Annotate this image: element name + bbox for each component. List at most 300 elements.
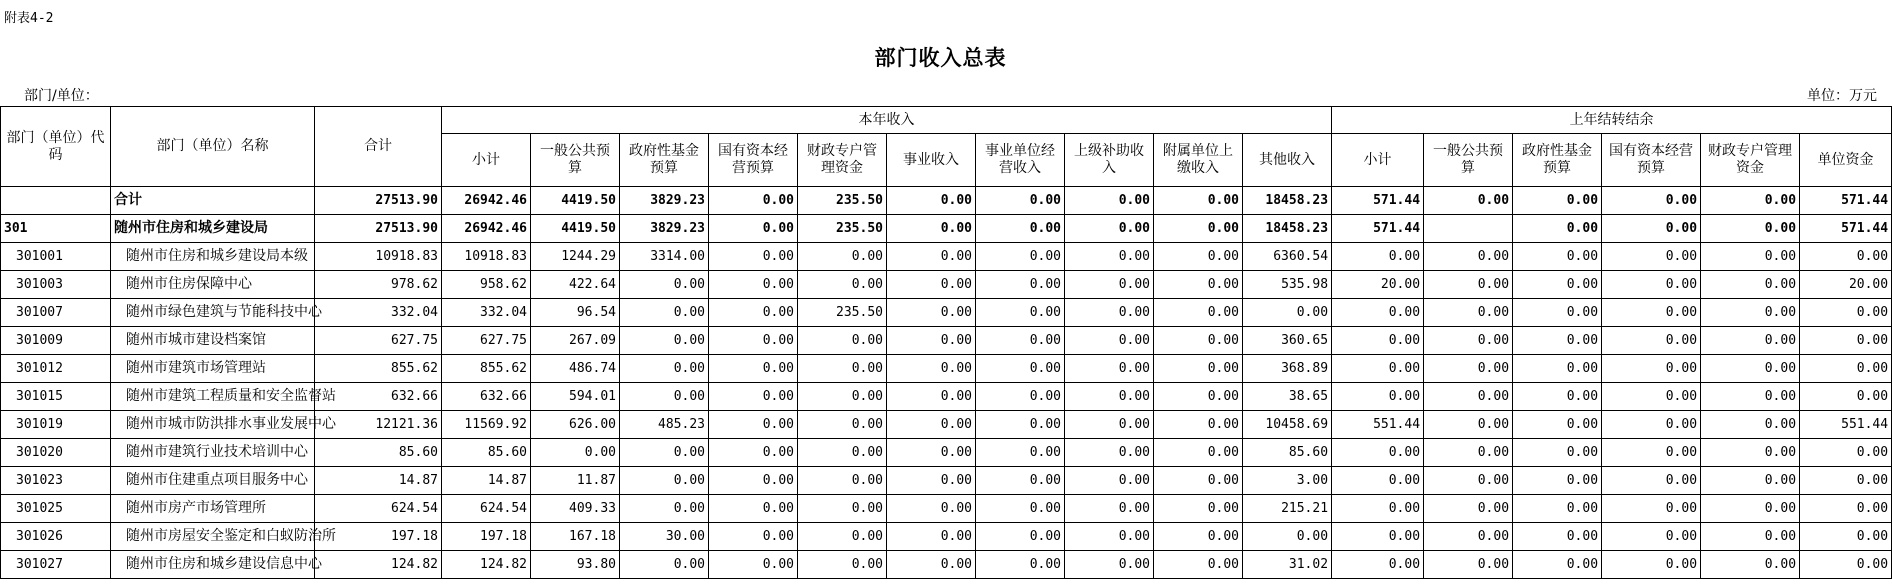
cell-code: 301001 [1,243,111,271]
cell-code: 301027 [1,551,111,579]
cell-value: 0.00 [1332,383,1424,411]
cell-value: 0.00 [1513,467,1602,495]
cell-code: 301 [1,215,111,243]
cell-value: 0.00 [531,439,620,467]
cell-value: 624.54 [442,495,531,523]
cell-value: 0.00 [1800,495,1892,523]
cell-value: 0.00 [1065,355,1154,383]
cell-value: 20.00 [1800,271,1892,299]
appendix-label: 附表4-2 [4,11,54,26]
cell-value: 0.00 [1602,495,1701,523]
cell-value: 0.00 [1513,439,1602,467]
cell-value: 0.00 [1800,355,1892,383]
cell-value: 0.00 [1065,187,1154,215]
cell-value: 0.00 [1065,495,1154,523]
cell-value: 0.00 [798,271,887,299]
col-header-name: 部门（单位）名称 [111,107,315,187]
cell-value: 27513.90 [315,187,442,215]
cell-value: 85.60 [315,439,442,467]
cell-value: 0.00 [1513,523,1602,551]
cell-value: 0.00 [1332,495,1424,523]
cell-value: 627.75 [442,327,531,355]
table-body [1,187,1892,579]
cell-value: 0.00 [798,355,887,383]
cell-value: 10918.83 [315,243,442,271]
cell-value: 0.00 [798,551,887,579]
cell-code: 301015 [1,383,111,411]
cell-value: 0.00 [1424,439,1513,467]
cell-value: 0.00 [1800,467,1892,495]
cell-value: 0.00 [1332,523,1424,551]
cell-value: 0.00 [1424,271,1513,299]
cell-value: 0.00 [709,467,798,495]
cell-value: 0.00 [887,523,976,551]
cell-value: 10918.83 [442,243,531,271]
cell-name: 随州市住房和城乡建设局本级 [111,243,315,271]
cell-value: 0.00 [1701,439,1800,467]
col-header-current-state-capital: 国有资本经营预算 [709,134,798,187]
cell-value: 422.64 [531,271,620,299]
cell-value: 0.00 [976,187,1065,215]
cell-value: 0.00 [1602,327,1701,355]
cell-value: 4419.50 [531,215,620,243]
cell-code: 301026 [1,523,111,551]
col-header-prior-state-capital: 国有资本经营预算 [1602,134,1701,187]
cell-value: 0.00 [620,495,709,523]
cell-value: 0.00 [887,551,976,579]
cell-value: 6360.54 [1243,243,1332,271]
cell-value: 3.00 [1243,467,1332,495]
cell-value: 0.00 [798,467,887,495]
cell-value: 0.00 [1424,495,1513,523]
cell-value: 0.00 [1513,495,1602,523]
col-header-current-subtotal: 小计 [442,134,531,187]
cell-value: 0.00 [1332,327,1424,355]
cell-value: 0.00 [1243,523,1332,551]
cell-value: 626.00 [531,411,620,439]
cell-value: 571.44 [1332,215,1424,243]
cell-value: 3314.00 [620,243,709,271]
cell-value: 11569.92 [442,411,531,439]
cell-value: 0.00 [620,551,709,579]
col-header-prior-special-account: 财政专户管理资金 [1701,134,1800,187]
table-row [1,299,1892,327]
cell-value: 0.00 [1154,467,1243,495]
cell-value: 0.00 [976,411,1065,439]
cell-value: 0.00 [1332,439,1424,467]
cell-value: 0.00 [1154,495,1243,523]
cell-value: 0.00 [1065,299,1154,327]
cell-value: 0.00 [1154,383,1243,411]
cell-value: 0.00 [1602,523,1701,551]
cell-value: 27513.90 [315,215,442,243]
cell-name: 随州市住房和城乡建设信息中心 [111,551,315,579]
cell-value: 0.00 [1701,243,1800,271]
cell-value: 594.01 [531,383,620,411]
cell-value: 0.00 [1424,411,1513,439]
cell-value: 0.00 [1701,327,1800,355]
cell-value: 0.00 [1154,439,1243,467]
cell-code: 301003 [1,271,111,299]
cell-value: 0.00 [1602,411,1701,439]
cell-value: 0.00 [1800,439,1892,467]
cell-value: 0.00 [887,383,976,411]
cell-value: 197.18 [442,523,531,551]
cell-value: 235.50 [798,299,887,327]
cell-value: 0.00 [1154,187,1243,215]
table-row [1,439,1892,467]
cell-value: 0.00 [620,439,709,467]
cell-value: 632.66 [315,383,442,411]
table-row [1,383,1892,411]
cell-value: 0.00 [1424,355,1513,383]
income-summary-table [0,106,1892,579]
cell-value: 0.00 [709,551,798,579]
cell-value: 0.00 [1065,215,1154,243]
cell-value: 0.00 [976,215,1065,243]
cell-value: 0.00 [976,551,1065,579]
table-row [1,327,1892,355]
cell-value: 26942.46 [442,187,531,215]
col-header-current-general-budget: 一般公共预算 [531,134,620,187]
cell-name: 随州市住建重点项目服务中心 [111,467,315,495]
cell-value: 0.00 [1602,467,1701,495]
cell-value: 332.04 [315,299,442,327]
cell-value: 978.62 [315,271,442,299]
cell-value: 0.00 [1424,383,1513,411]
cell-value: 0.00 [1424,327,1513,355]
cell-value: 0.00 [1332,243,1424,271]
table-row [1,215,1892,243]
cell-value: 535.98 [1243,271,1332,299]
cell-value: 0.00 [1154,271,1243,299]
cell-name: 随州市住房和城乡建设局 [111,215,315,243]
cell-value: 0.00 [620,271,709,299]
cell-value: 0.00 [1513,243,1602,271]
cell-code [1,187,111,215]
col-header-prior-subtotal: 小计 [1332,134,1424,187]
cell-value: 0.00 [1332,299,1424,327]
cell-name: 随州市住房保障中心 [111,271,315,299]
cell-code: 301025 [1,495,111,523]
cell-value: 0.00 [1243,299,1332,327]
cell-value: 0.00 [1800,383,1892,411]
cell-value: 409.33 [531,495,620,523]
cell-value: 0.00 [1602,439,1701,467]
cell-value: 0.00 [1065,327,1154,355]
unit-label: 单位：万元 [1807,88,1877,104]
cell-value: 368.89 [1243,355,1332,383]
cell-value: 0.00 [1602,271,1701,299]
cell-value: 0.00 [1800,327,1892,355]
cell-value: 0.00 [1154,243,1243,271]
cell-value: 0.00 [887,411,976,439]
cell-value: 332.04 [442,299,531,327]
cell-value: 0.00 [976,299,1065,327]
cell-value: 0.00 [1154,551,1243,579]
cell-value: 3829.23 [620,215,709,243]
cell-value: 267.09 [531,327,620,355]
cell-value: 0.00 [1513,551,1602,579]
cell-value: 0.00 [887,187,976,215]
cell-value: 10458.69 [1243,411,1332,439]
cell-value: 0.00 [1513,299,1602,327]
cell-value: 0.00 [1701,411,1800,439]
cell-value: 571.44 [1800,187,1892,215]
cell-value: 0.00 [1800,523,1892,551]
cell-value: 0.00 [1154,523,1243,551]
cell-value: 0.00 [620,383,709,411]
cell-value: 26942.46 [442,215,531,243]
cell-value: 0.00 [709,187,798,215]
col-header-total: 合计 [315,107,442,187]
cell-value: 0.00 [798,243,887,271]
cell-value: 0.00 [1065,551,1154,579]
cell-value: 0.00 [1154,215,1243,243]
cell-value: 0.00 [798,439,887,467]
col-header-prior-gov-fund: 政府性基金预算 [1513,134,1602,187]
cell-value: 235.50 [798,215,887,243]
cell-name: 随州市房屋安全鉴定和白蚁防治所 [111,523,315,551]
cell-value: 0.00 [1701,215,1800,243]
cell-value: 93.80 [531,551,620,579]
cell-value: 0.00 [976,495,1065,523]
cell-value: 11.87 [531,467,620,495]
cell-value: 4419.50 [531,187,620,215]
cell-value: 0.00 [1424,467,1513,495]
cell-value: 360.65 [1243,327,1332,355]
col-header-current-superior-subsidy: 上级补助收入 [1065,134,1154,187]
cell-code: 301020 [1,439,111,467]
cell-name: 随州市建筑市场管理站 [111,355,315,383]
col-header-prior-unit-funds: 单位资金 [1800,134,1892,187]
cell-value: 0.00 [620,327,709,355]
cell-value: 0.00 [1424,299,1513,327]
cell-value: 0.00 [887,467,976,495]
cell-value: 0.00 [1513,187,1602,215]
cell-value: 624.54 [315,495,442,523]
cell-value: 0.00 [1065,383,1154,411]
cell-value: 85.60 [1243,439,1332,467]
cell-value: 0.00 [1154,355,1243,383]
cell-value: 235.50 [798,187,887,215]
col-header-current-affiliate-remit: 附属单位上缴收入 [1154,134,1243,187]
cell-value: 958.62 [442,271,531,299]
cell-value: 0.00 [1800,551,1892,579]
col-group-current-year-income: 本年收入 [442,107,1332,134]
cell-name: 随州市房产市场管理所 [111,495,315,523]
cell-value: 0.00 [1602,299,1701,327]
cell-value: 0.00 [709,411,798,439]
col-header-current-business-income: 事业收入 [887,134,976,187]
cell-value: 18458.23 [1243,215,1332,243]
cell-value: 0.00 [1332,551,1424,579]
cell-value: 0.00 [1065,439,1154,467]
cell-value: 0.00 [709,495,798,523]
cell-value: 0.00 [887,355,976,383]
cell-value: 0.00 [887,243,976,271]
cell-value: 0.00 [709,383,798,411]
cell-value: 627.75 [315,327,442,355]
cell-value: 0.00 [1065,243,1154,271]
table-row [1,411,1892,439]
cell-value: 0.00 [887,215,976,243]
cell-value: 0.00 [1424,551,1513,579]
cell-value: 0.00 [1065,271,1154,299]
cell-value: 197.18 [315,523,442,551]
cell-value: 0.00 [1800,243,1892,271]
cell-value: 0.00 [1602,551,1701,579]
cell-value: 0.00 [1513,411,1602,439]
cell-value: 0.00 [976,523,1065,551]
cell-value: 215.21 [1243,495,1332,523]
cell-value: 0.00 [709,243,798,271]
col-header-code: 部门（单位）代码 [1,107,111,187]
cell-value: 0.00 [798,495,887,523]
cell-value: 0.00 [709,439,798,467]
cell-value: 0.00 [1701,551,1800,579]
cell-code: 301023 [1,467,111,495]
cell-value: 0.00 [709,299,798,327]
table-row [1,495,1892,523]
department-label: 部门/单位： [24,88,99,104]
cell-value: 0.00 [1424,523,1513,551]
cell-value: 0.00 [1154,411,1243,439]
cell-value: 0.00 [887,271,976,299]
cell-value: 14.87 [442,467,531,495]
cell-value: 0.00 [887,299,976,327]
cell-value: 0.00 [798,411,887,439]
cell-value: 0.00 [1602,243,1701,271]
cell-value: 0.00 [1154,327,1243,355]
cell-value: 571.44 [1332,187,1424,215]
cell-value: 0.00 [1513,271,1602,299]
cell-value: 486.74 [531,355,620,383]
cell-value: 0.00 [976,271,1065,299]
cell-value: 0.00 [1332,355,1424,383]
col-header-current-gov-fund: 政府性基金预算 [620,134,709,187]
cell-name: 随州市建筑行业技术培训中心 [111,439,315,467]
cell-value: 0.00 [976,467,1065,495]
cell-value: 0.00 [1065,411,1154,439]
cell-value: 0.00 [620,299,709,327]
cell-value: 0.00 [798,327,887,355]
cell-value: 85.60 [442,439,531,467]
cell-value: 0.00 [887,495,976,523]
cell-value: 0.00 [709,271,798,299]
cell-code: 301012 [1,355,111,383]
table-row [1,355,1892,383]
cell-code: 301019 [1,411,111,439]
col-header-current-operating-income: 事业单位经营收入 [976,134,1065,187]
cell-value: 18458.23 [1243,187,1332,215]
cell-value: 0.00 [620,355,709,383]
cell-value: 30.00 [620,523,709,551]
cell-value: 551.44 [1332,411,1424,439]
cell-value: 0.00 [798,523,887,551]
cell-value: 0.00 [1513,327,1602,355]
cell-code: 301007 [1,299,111,327]
cell-value: 0.00 [1701,495,1800,523]
cell-value: 0.00 [1065,467,1154,495]
cell-value: 0.00 [1602,355,1701,383]
cell-value: 0.00 [976,327,1065,355]
cell-value: 571.44 [1800,215,1892,243]
cell-value: 0.00 [976,383,1065,411]
cell-value: 0.00 [1701,523,1800,551]
cell-value: 0.00 [1154,299,1243,327]
cell-value: 0.00 [1701,271,1800,299]
table-row [1,243,1892,271]
cell-value: 0.00 [1602,215,1701,243]
cell-value: 0.00 [709,355,798,383]
cell-value: 14.87 [315,467,442,495]
page-title: 部门收入总表 [874,46,1007,70]
table-row [1,271,1892,299]
table-row [1,467,1892,495]
cell-value: 12121.36 [315,411,442,439]
col-header-prior-general-budget: 一般公共预算 [1424,134,1513,187]
cell-value: 0.00 [1800,299,1892,327]
cell-value: 0.00 [709,523,798,551]
cell-value: 124.82 [442,551,531,579]
cell-code: 301009 [1,327,111,355]
cell-name: 随州市绿色建筑与节能科技中心 [111,299,315,327]
cell-value: 96.54 [531,299,620,327]
cell-value: 0.00 [1513,355,1602,383]
cell-value: 0.00 [1602,187,1701,215]
cell-value: 3829.23 [620,187,709,215]
cell-name: 合计 [111,187,315,215]
cell-name: 随州市建筑工程质量和安全监督站 [111,383,315,411]
cell-value: 632.66 [442,383,531,411]
cell-value: 0.00 [887,439,976,467]
cell-value: 855.62 [442,355,531,383]
cell-value: 0.00 [709,215,798,243]
table-row [1,523,1892,551]
cell-value: 855.62 [315,355,442,383]
cell-value: 0.00 [1701,355,1800,383]
cell-value: 485.23 [620,411,709,439]
cell-value: 0.00 [709,327,798,355]
cell-value: 38.65 [1243,383,1332,411]
cell-value: 0.00 [1424,243,1513,271]
cell-value: 0.00 [1701,383,1800,411]
col-header-current-other-income: 其他收入 [1243,134,1332,187]
cell-name: 随州市城市建设档案馆 [111,327,315,355]
cell-value: 0.00 [1513,383,1602,411]
cell-value: 0.00 [1332,467,1424,495]
cell-value: 0.00 [1701,467,1800,495]
cell-value: 0.00 [976,243,1065,271]
cell-value: 31.02 [1243,551,1332,579]
cell-value: 551.44 [1800,411,1892,439]
col-header-current-special-account: 财政专户管理资金 [798,134,887,187]
cell-value: 20.00 [1332,271,1424,299]
cell-name: 随州市城市防洪排水事业发展中心 [111,411,315,439]
cell-value: 0.00 [1701,187,1800,215]
cell-value: 0.00 [620,467,709,495]
cell-value: 0.00 [798,383,887,411]
cell-value: 0.00 [976,439,1065,467]
cell-value: 0.00 [1513,215,1602,243]
cell-value: 0.00 [976,355,1065,383]
cell-value: 0.00 [1602,383,1701,411]
cell-value: 167.18 [531,523,620,551]
table-row [1,551,1892,579]
cell-value: 124.82 [315,551,442,579]
cell-value [1424,215,1513,243]
